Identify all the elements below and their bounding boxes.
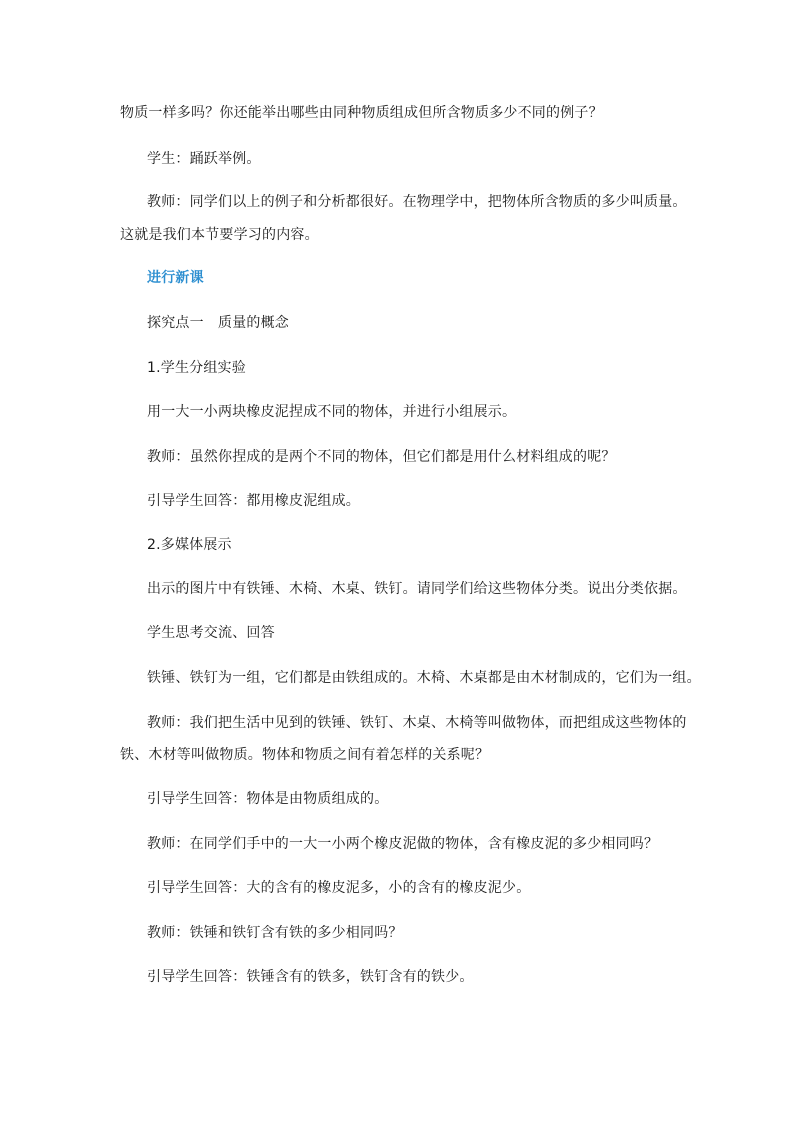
paragraph-line: 用一大一小两块橡皮泥捏成不同的物体，并进行小组展示。 xyxy=(147,404,517,420)
paragraph-line: 这就是我们本节要学习的内容。 xyxy=(120,227,319,243)
paragraph-line: 物质一样多吗？你还能举出哪些由同种物质组成但所含物质多少不同的例子？ xyxy=(120,105,603,121)
step-title: 2.多媒体展示 xyxy=(147,537,232,553)
paragraph-line: 引导学生回答：大的含有的橡皮泥多，小的含有的橡皮泥少。 xyxy=(147,880,531,896)
paragraph-line: 教师：同学们以上的例子和分析都很好。在物理学中，把物体所含物质的多少叫质量。 xyxy=(147,194,687,210)
paragraph-line: 引导学生回答：物体是由物质组成的。 xyxy=(147,791,389,807)
paragraph-line: 铁锤、铁钉为一组，它们都是由铁组成的。木椅、木桌都是由木材制成的，它们为一组。 xyxy=(147,670,701,686)
paragraph-line: 教师：铁锤和铁钉含有铁的多少相同吗？ xyxy=(147,925,403,941)
subsection-title: 探究点一 质量的概念 xyxy=(147,315,289,331)
paragraph-line: 出示的图片中有铁锤、木椅、木桌、铁钉。请同学们给这些物体分类。说出分类依据。 xyxy=(147,581,687,597)
section-heading: 进行新课 xyxy=(147,270,204,286)
paragraph-line: 教师：虽然你捏成的是两个不同的物体，但它们都是用什么材料组成的呢？ xyxy=(147,449,616,465)
paragraph-line: 学生思考交流、回答 xyxy=(147,625,275,641)
paragraph-line: 铁、木材等叫做物质。物体和物质之间有着怎样的关系呢？ xyxy=(120,747,490,763)
paragraph-line: 引导学生回答：都用橡皮泥组成。 xyxy=(147,493,360,509)
paragraph-line: 教师：在同学们手中的一大一小两个橡皮泥做的物体，含有橡皮泥的多少相同吗？ xyxy=(147,836,659,852)
paragraph-line: 教师：我们把生活中见到的铁锤、铁钉、木桌、木椅等叫做物体，而把组成这些物体的 xyxy=(147,715,687,731)
paragraph-line: 学生：踊跃举例。 xyxy=(147,151,261,167)
step-title: 1.学生分组实验 xyxy=(147,360,246,376)
paragraph-line: 引导学生回答：铁锤含有的铁多，铁钉含有的铁少。 xyxy=(147,969,474,985)
